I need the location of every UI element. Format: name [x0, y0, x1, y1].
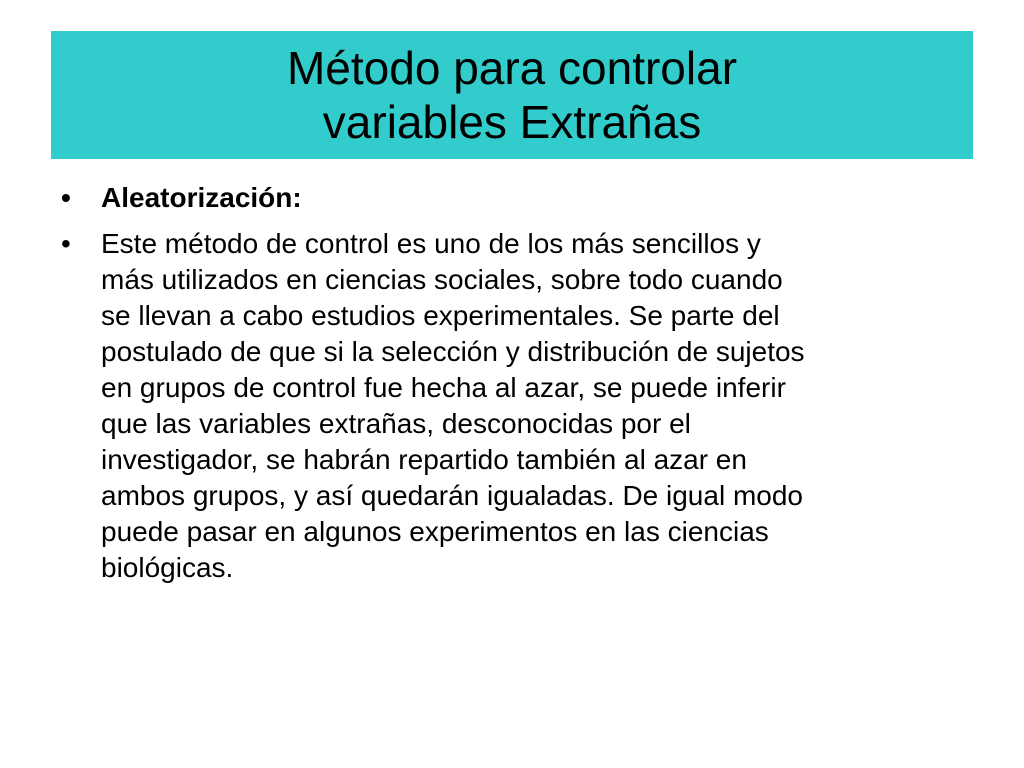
bullet-text-line: Este método de control es uno de los más sencillos y: [101, 228, 761, 259]
bullet-text-line: puede pasar en algunos experimentos en las ciencias: [101, 516, 769, 547]
bullet-marker: •: [61, 182, 71, 213]
bullet-text-line: ambos grupos, y así quedarán igualadas. De igual modo: [101, 480, 803, 511]
bullet-list: [0, 180, 1024, 586]
title-line-2: variables Extrañas: [322, 96, 702, 148]
bullet-item-aleatorizacion: [0, 180, 1024, 216]
bullet-text-line: investigador, se habrán repartido también al azar en: [101, 444, 747, 475]
title-line-1: Método para controlar: [286, 42, 738, 94]
bullet-text-line: más utilizados en ciencias sociales, sobre todo cuando: [101, 264, 783, 295]
bullet-text-line: que las variables extrañas, desconocidas por el: [101, 408, 691, 439]
bullet-text-line: se llevan a cabo estudios experimentales. Se parte del: [101, 300, 780, 331]
bullet-item-description: [0, 226, 1024, 586]
bullet-text-line: biológicas.: [101, 552, 234, 583]
bullet-text-line: postulado de que si la selección y distribución de sujetos: [101, 336, 805, 367]
title-bar: [51, 31, 973, 159]
bullet-text-line: en grupos de control fue hecha al azar, se puede inferir: [101, 372, 786, 403]
bullet-marker: •: [61, 228, 71, 259]
bullet-heading: Aleatorización:: [101, 182, 302, 213]
